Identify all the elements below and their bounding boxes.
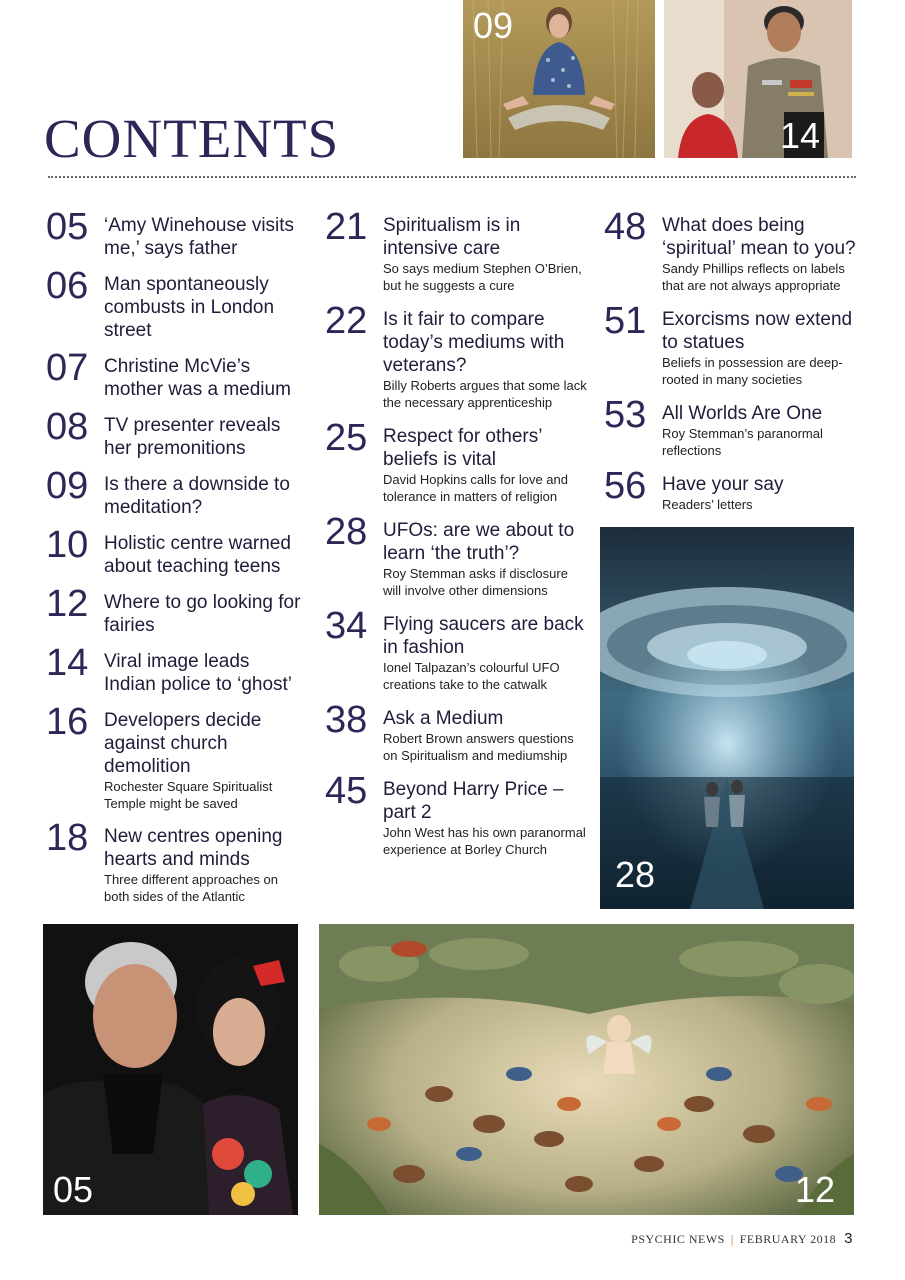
- page-number: 56: [604, 465, 647, 507]
- page-number: 28: [325, 511, 368, 553]
- entry-summary: Three different approaches on both sides of the Atlantic: [104, 872, 278, 904]
- entry-headline: Viral image leads Indian police to ‘ghost’: [104, 651, 293, 695]
- police-image: [664, 0, 852, 158]
- winehouse-photo: [43, 924, 298, 1215]
- contents-entry[interactable]: [325, 206, 587, 294]
- contents-entry[interactable]: [46, 406, 304, 460]
- contents-entry[interactable]: [46, 524, 304, 578]
- page-number: 08: [46, 406, 89, 448]
- contents-column-2: [325, 206, 587, 872]
- entry-headline: Flying saucers are back in fashion: [383, 614, 584, 658]
- page-number-footer: 3: [844, 1230, 853, 1247]
- meditation-photo: [463, 0, 655, 158]
- publication-name: PSYCHIC NEWS: [631, 1232, 725, 1246]
- entry-summary: Rochester Square Spiritualist Temple might be saved: [104, 779, 273, 811]
- entry-headline: Exorcisms now extend to statues: [662, 309, 853, 353]
- page-number: 09: [46, 465, 89, 507]
- photo-number-12: 12: [795, 1169, 836, 1210]
- contents-column-3: [604, 206, 866, 527]
- police-photo: [664, 0, 852, 158]
- photo-number-09: 09: [473, 5, 514, 46]
- entry-headline: Man spontaneously combusts in London street: [104, 274, 275, 341]
- entry-summary: So says medium Stephen O’Brien, but he suggests a cure: [383, 261, 582, 293]
- entry-headline: What does being ‘spiritual’ mean to you?: [662, 215, 856, 259]
- contents-column-1: [46, 206, 304, 918]
- page-number: 06: [46, 265, 89, 307]
- page-number: 12: [46, 583, 89, 625]
- page-number: 51: [604, 300, 647, 342]
- page-title: contents: [44, 87, 340, 174]
- footer-separator: |: [730, 1232, 734, 1246]
- contents-entry[interactable]: [46, 817, 304, 905]
- photo-number-14: 14: [780, 115, 821, 156]
- entry-summary: Billy Roberts argues that some lack the necessary apprenticeship: [383, 378, 587, 410]
- entry-headline: Is it fair to compare today’s mediums with veterans?: [383, 309, 565, 376]
- contents-entry[interactable]: [46, 206, 304, 260]
- entry-headline: Spiritualism is in intensive care: [383, 215, 521, 259]
- page-number: 18: [46, 817, 89, 859]
- page-number: 25: [325, 417, 368, 459]
- entry-summary: Roy Stemman’s paranormal reflections: [662, 426, 823, 458]
- contents-entry[interactable]: [325, 699, 587, 764]
- contents-entry[interactable]: [604, 394, 866, 459]
- issue-date: FEBRUARY 2018: [739, 1232, 837, 1246]
- photo-number-28: 28: [615, 854, 656, 895]
- contents-entry[interactable]: [325, 417, 587, 505]
- ufo-image: [600, 527, 854, 909]
- contents-entry[interactable]: [46, 347, 304, 401]
- entry-summary: Roy Stemman asks if disclosure will involve other dimensions: [383, 566, 568, 598]
- photo-number-05: 05: [53, 1169, 94, 1210]
- entry-headline: Respect for others’ beliefs is vital: [383, 426, 542, 470]
- entry-headline: Is there a downside to meditation?: [104, 474, 290, 518]
- contents-entry[interactable]: [46, 583, 304, 637]
- entry-summary: Sandy Phillips reflects on labels that are not always appropriate: [662, 261, 845, 293]
- ufo-photo: [600, 527, 854, 909]
- page-number: 21: [325, 206, 368, 248]
- contents-entry[interactable]: [46, 701, 304, 812]
- entry-summary: John West has his own paranormal experience at Borley Church: [383, 825, 586, 857]
- entry-headline: Developers decide against church demolition: [104, 710, 262, 777]
- contents-entry[interactable]: [325, 605, 587, 693]
- entry-headline: Have your say: [662, 474, 784, 495]
- contents-entry[interactable]: [46, 265, 304, 342]
- page-number: 14: [46, 642, 89, 684]
- page-number: 10: [46, 524, 89, 566]
- contents-entry[interactable]: [604, 465, 866, 513]
- fairies-illustration: [319, 924, 854, 1215]
- contents-entry[interactable]: [604, 300, 866, 388]
- page-number: 45: [325, 770, 368, 812]
- entry-summary: Beliefs in possession are deep-rooted in many societies: [662, 355, 843, 387]
- entry-summary: David Hopkins calls for love and tolerance in matters of religion: [383, 472, 568, 504]
- page-number: 16: [46, 701, 89, 743]
- entry-headline: All Worlds Are One: [662, 403, 823, 424]
- page-number: 38: [325, 699, 368, 741]
- entry-headline: New centres opening hearts and minds: [104, 826, 283, 870]
- entry-summary: Robert Brown answers questions on Spiritualism and mediumship: [383, 731, 574, 763]
- entry-headline: ‘Amy Winehouse visits me,’ says father: [104, 215, 295, 259]
- page-number: 34: [325, 605, 368, 647]
- page-number: 48: [604, 206, 647, 248]
- entry-summary: Readers’ letters: [662, 497, 753, 512]
- contents-entry[interactable]: [325, 770, 587, 858]
- contents-entry[interactable]: [604, 206, 866, 294]
- page-number: 53: [604, 394, 647, 436]
- entry-headline: UFOs: are we about to learn ‘the truth’?: [383, 520, 575, 564]
- contents-entry[interactable]: [46, 642, 304, 696]
- fairies-image: [319, 924, 854, 1215]
- page-number: 07: [46, 347, 89, 389]
- entry-summary: Ionel Talpazan’s colourful UFO creations take to the catwalk: [383, 660, 560, 692]
- entry-headline: TV presenter reveals her premonitions: [104, 415, 281, 459]
- page-footer: [631, 1230, 853, 1247]
- entry-headline: Beyond Harry Price – part 2: [383, 779, 564, 823]
- page-number: 22: [325, 300, 368, 342]
- entry-headline: Ask a Medium: [383, 708, 504, 729]
- header-divider: [48, 176, 856, 178]
- entry-headline: Christine McVie’s mother was a medium: [104, 356, 291, 400]
- page-number: 05: [46, 206, 89, 248]
- contents-entry[interactable]: [325, 300, 587, 411]
- entry-headline: Holistic centre warned about teaching teens: [104, 533, 291, 577]
- contents-entry[interactable]: [325, 511, 587, 599]
- entry-headline: Where to go looking for fairies: [104, 592, 301, 636]
- contents-entry[interactable]: [46, 465, 304, 519]
